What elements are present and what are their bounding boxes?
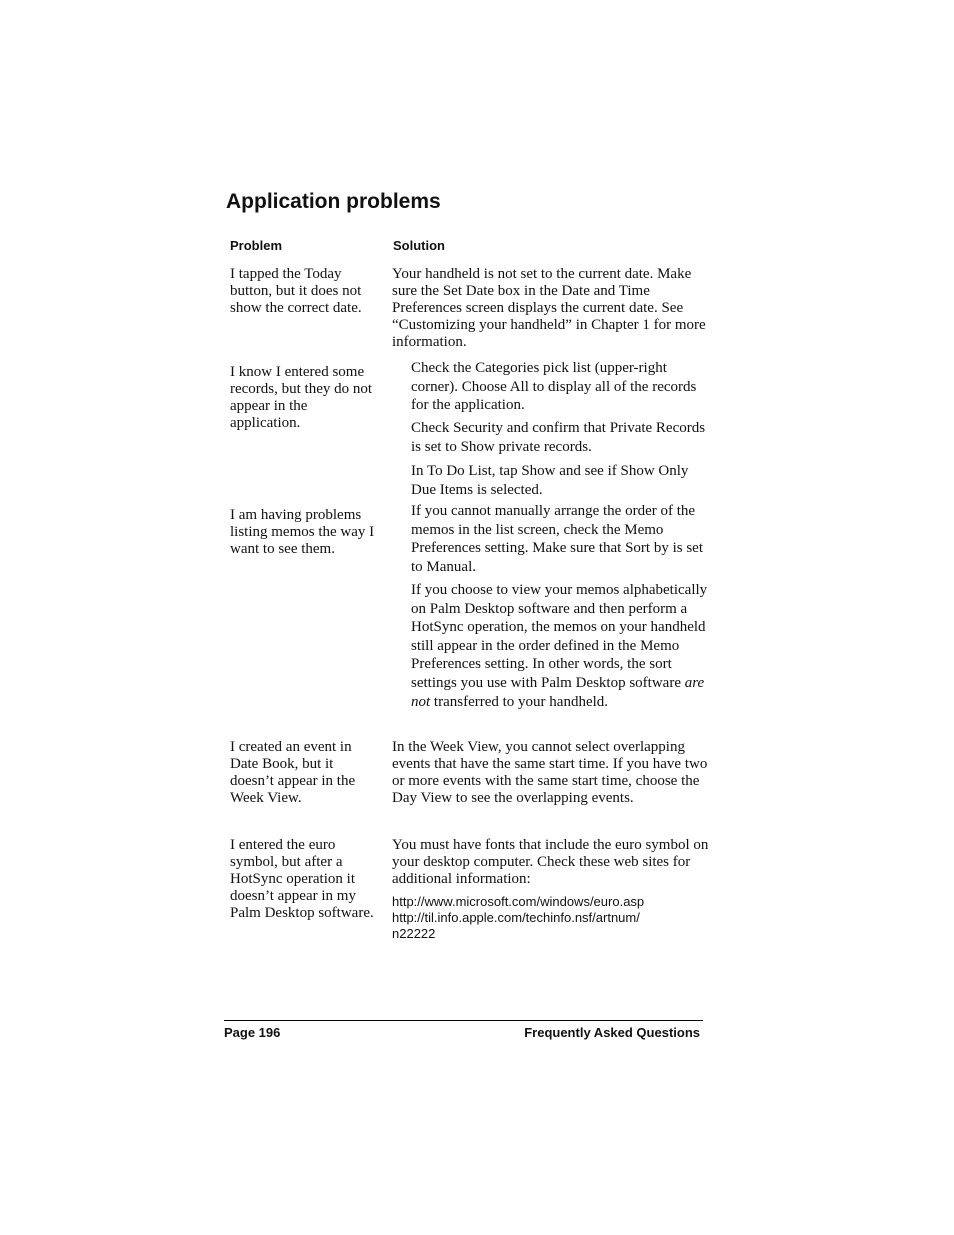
link-apple-techinfo[interactable]: http://til.info.apple.com/techinfo.nsf/artnum/	[392, 910, 640, 925]
footer-rule	[224, 1020, 703, 1021]
section-title: Application problems	[226, 190, 441, 213]
problem-records-missing: I know I entered some records, but they do not appear in the application.	[230, 364, 373, 431]
solution-memo-emphasis: are not	[411, 674, 705, 710]
solution-week-view-event: In the Week View, you cannot select overlapping events that have the same start time. If you have two or more events with the same start time, choose the Day View to see the overlapping events.	[392, 739, 708, 806]
footer-page-number: Page 196	[224, 1025, 281, 1040]
solution-memo-alphabetical-end: transferred to your handheld.	[433, 693, 609, 710]
footer-chapter-title: Frequently Asked Questions	[524, 1025, 700, 1040]
link-apple-techinfo-continued[interactable]: n22222	[392, 926, 436, 941]
problem-today-button: I tapped the Today button, but it does not show the correct date.	[230, 266, 362, 316]
solution-memo-alphabetical-text: If you choose to view your memos alphabetically on Palm Desktop software and then perform a HotSync operation, the memos on your handheld still appear in the order defined in the Memo Preferences setting. In other words, the sort settings you use with Palm Desktop software	[411, 582, 708, 691]
solution-memo-alphabetical	[411, 581, 717, 711]
problem-euro-symbol: I entered the euro symbol, but after a HotSync operation it doesn’t appear in my Palm Desktop software.	[230, 837, 374, 921]
solution-today-button: Your handheld is not set to the current date. Make sure the Set Date box in the Date and Time Preferences screen displays the current date. See “Customizing your handheld” in Chapter 1 for more information.	[392, 266, 706, 350]
solution-security-private-records: Check Security and confirm that Private Records is set to Show private records.	[411, 420, 706, 455]
problem-memo-listing: I am having problems listing memos the way I want to see them.	[230, 507, 375, 557]
column-header-problem: Problem	[230, 238, 283, 253]
link-microsoft-euro[interactable]: http://www.microsoft.com/windows/euro.asp	[392, 894, 645, 909]
solution-memo-manual-sort: If you cannot manually arrange the order of the memos in the list screen, check the Memo Preferences setting. Make sure that Sort by is set to Manual.	[411, 503, 704, 575]
solution-euro-symbol: You must have fonts that include the euro symbol on your desktop computer. Check these web sites for additional information:	[392, 837, 709, 887]
solution-categories-pick-list: Check the Categories pick list (upper-right corner). Choose All to display all of the records for the application.	[411, 360, 697, 414]
column-header-solution: Solution	[393, 238, 445, 253]
solution-todo-show-due: In To Do List, tap Show and see if Show Only Due Items is selected.	[411, 463, 689, 498]
problem-week-view-event: I created an event in Date Book, but it doesn’t appear in the Week View.	[230, 739, 356, 806]
